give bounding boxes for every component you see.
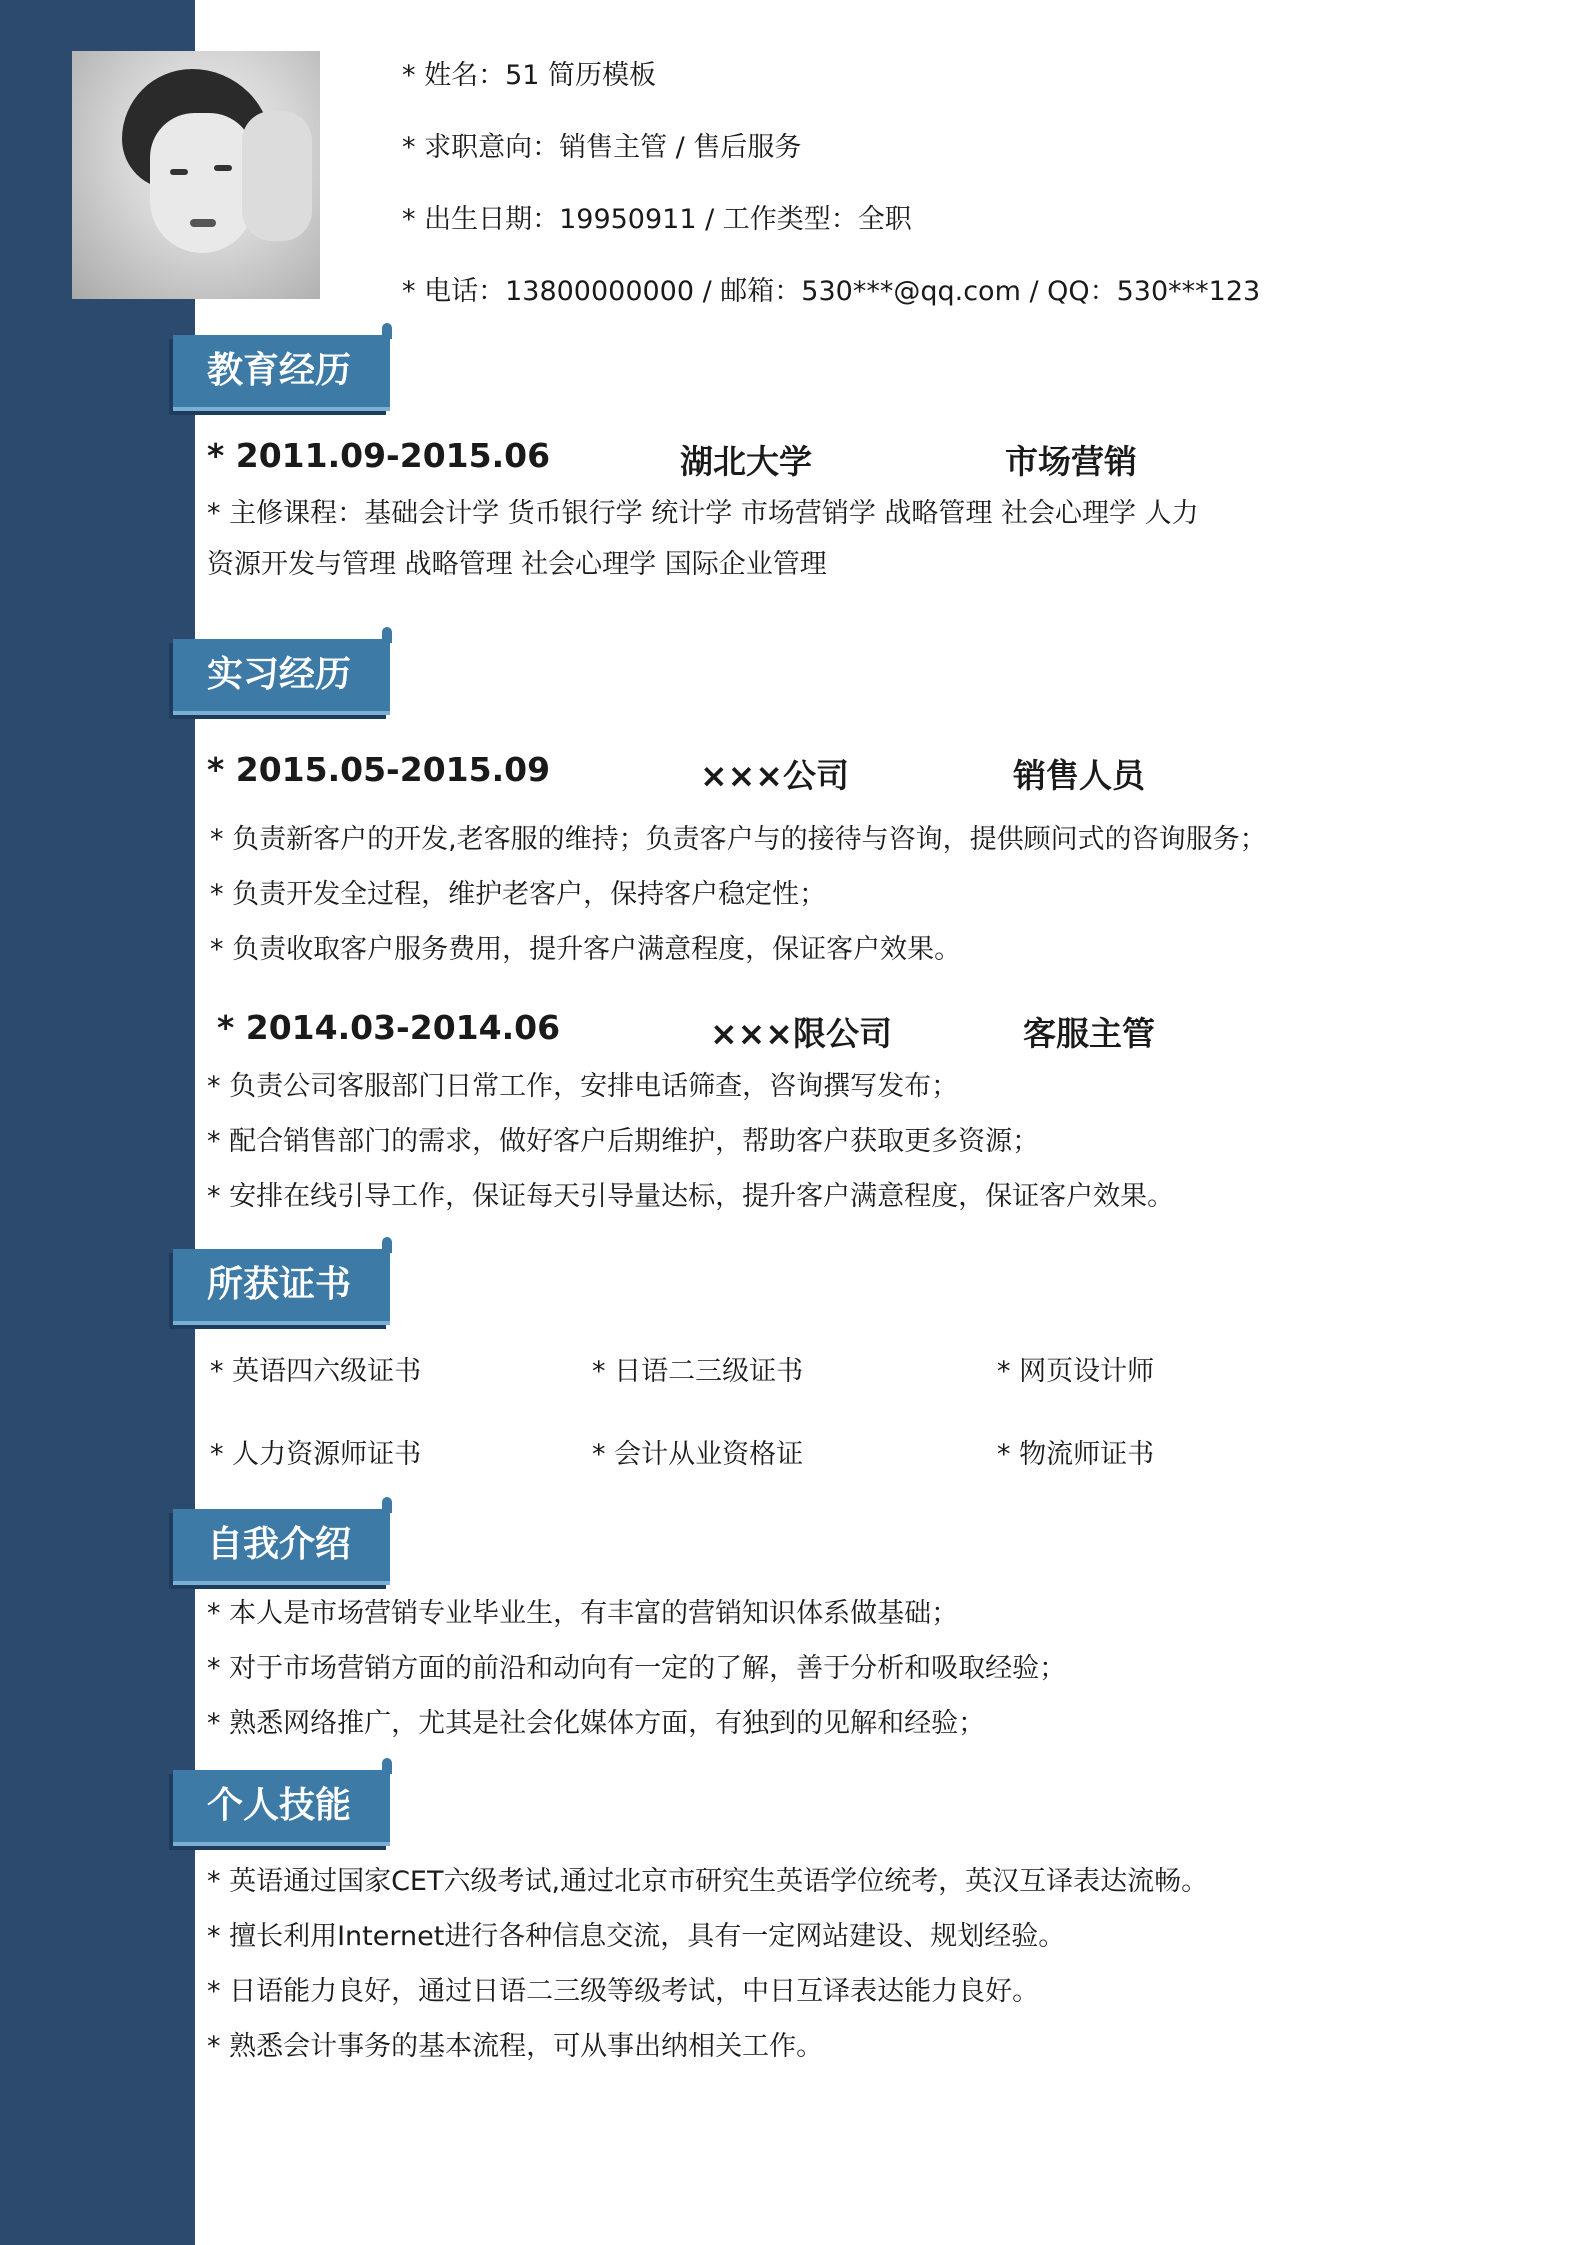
internship-period: * 2014.03-2014.06 <box>217 1008 561 1047</box>
internship-company: ×××公司 <box>700 756 849 795</box>
certificate-item: * 人力资源师证书 <box>210 1439 422 1470</box>
intro-line: * 熟悉网络推广，尤其是社会化媒体方面，有独到的见解和经验； <box>207 1708 986 1739</box>
profile-contact: * 电话：13800000000 / 邮箱：530***@qq.com / QQ：530***123 <box>402 276 1261 307</box>
section-title: 个人技能 <box>207 1785 352 1826</box>
tab-peg-icon <box>382 1237 392 1253</box>
skill-line: * 英语通过国家CET六级考试,通过北京市研究生英语学位统考，英汉互译表达流畅。 <box>207 1866 1209 1897</box>
section-title: 教育经历 <box>207 350 352 391</box>
skill-line: * 擅长利用Internet进行各种信息交流，具有一定网站建设、规划经验。 <box>207 1921 1066 1952</box>
certificate-item: * 网页设计师 <box>997 1356 1155 1387</box>
internship-period: * 2015.05-2015.09 <box>207 750 551 789</box>
education-school: 湖北大学 <box>680 442 812 481</box>
internship-duty: * 负责公司客服部门日常工作，安排电话筛查，咨询撰写发布； <box>207 1071 959 1102</box>
profile-intention: * 求职意向：销售主管 / 售后服务 <box>402 132 802 163</box>
internship-role: 销售人员 <box>1013 756 1145 795</box>
education-period: * 2011.09-2015.06 <box>207 436 551 475</box>
profile-name: * 姓名：51 简历模板 <box>402 60 657 91</box>
internship-role: 客服主管 <box>1023 1014 1155 1053</box>
certificate-item: * 物流师证书 <box>997 1439 1155 1470</box>
skill-line: * 日语能力良好，通过日语二三级等级考试，中日互译表达能力良好。 <box>207 1976 1040 2007</box>
internship-duty: * 负责新客户的开发,老客服的维持；负责客户与的接待与咨询，提供顾问式的咨询服务； <box>210 824 1267 855</box>
tab-peg-icon <box>382 1497 392 1513</box>
education-courses-line1: * 主修课程：基础会计学 货币银行学 统计学 市场营销学 战略管理 社会心理学 人力 <box>207 498 1199 529</box>
profile-photo <box>72 51 320 299</box>
section-title: 自我介绍 <box>207 1524 352 1565</box>
internship-company: ×××限公司 <box>710 1014 892 1053</box>
education-courses-line2: 资源开发与管理 战略管理 社会心理学 国际企业管理 <box>207 549 827 580</box>
intro-line: * 对于市场营销方面的前沿和动向有一定的了解，善于分析和吸取经验； <box>207 1653 1067 1684</box>
internship-duty: * 负责收取客户服务费用，提升客户满意程度，保证客户效果。 <box>210 934 962 965</box>
tab-peg-icon <box>382 1758 392 1774</box>
certificate-item: * 英语四六级证书 <box>210 1356 422 1387</box>
section-tab-education <box>173 335 390 411</box>
profile-birth: * 出生日期：19950911 / 工作类型：全职 <box>402 204 912 235</box>
sidebar-band <box>0 0 195 2245</box>
section-tab-certificates <box>173 1249 390 1325</box>
tab-peg-icon <box>382 323 392 339</box>
internship-duty: * 安排在线引导工作，保证每天引导量达标，提升客户满意程度，保证客户效果。 <box>207 1181 1175 1212</box>
certificate-item: * 日语二三级证书 <box>592 1356 804 1387</box>
section-tab-skills <box>173 1770 390 1846</box>
skill-line: * 熟悉会计事务的基本流程，可从事出纳相关工作。 <box>207 2031 824 2062</box>
intro-line: * 本人是市场营销专业毕业生，有丰富的营销知识体系做基础； <box>207 1598 959 1629</box>
internship-duty: * 配合销售部门的需求，做好客户后期维护，帮助客户获取更多资源； <box>207 1126 1040 1157</box>
tab-peg-icon <box>382 627 392 643</box>
section-title: 所获证书 <box>207 1264 352 1305</box>
internship-duty: * 负责开发全过程，维护老客户，保持客户稳定性； <box>210 879 827 910</box>
education-major: 市场营销 <box>1005 442 1137 481</box>
section-tab-internship <box>173 639 390 715</box>
certificate-item: * 会计从业资格证 <box>592 1439 804 1470</box>
section-tab-intro <box>173 1509 390 1585</box>
section-title: 实习经历 <box>207 654 352 695</box>
